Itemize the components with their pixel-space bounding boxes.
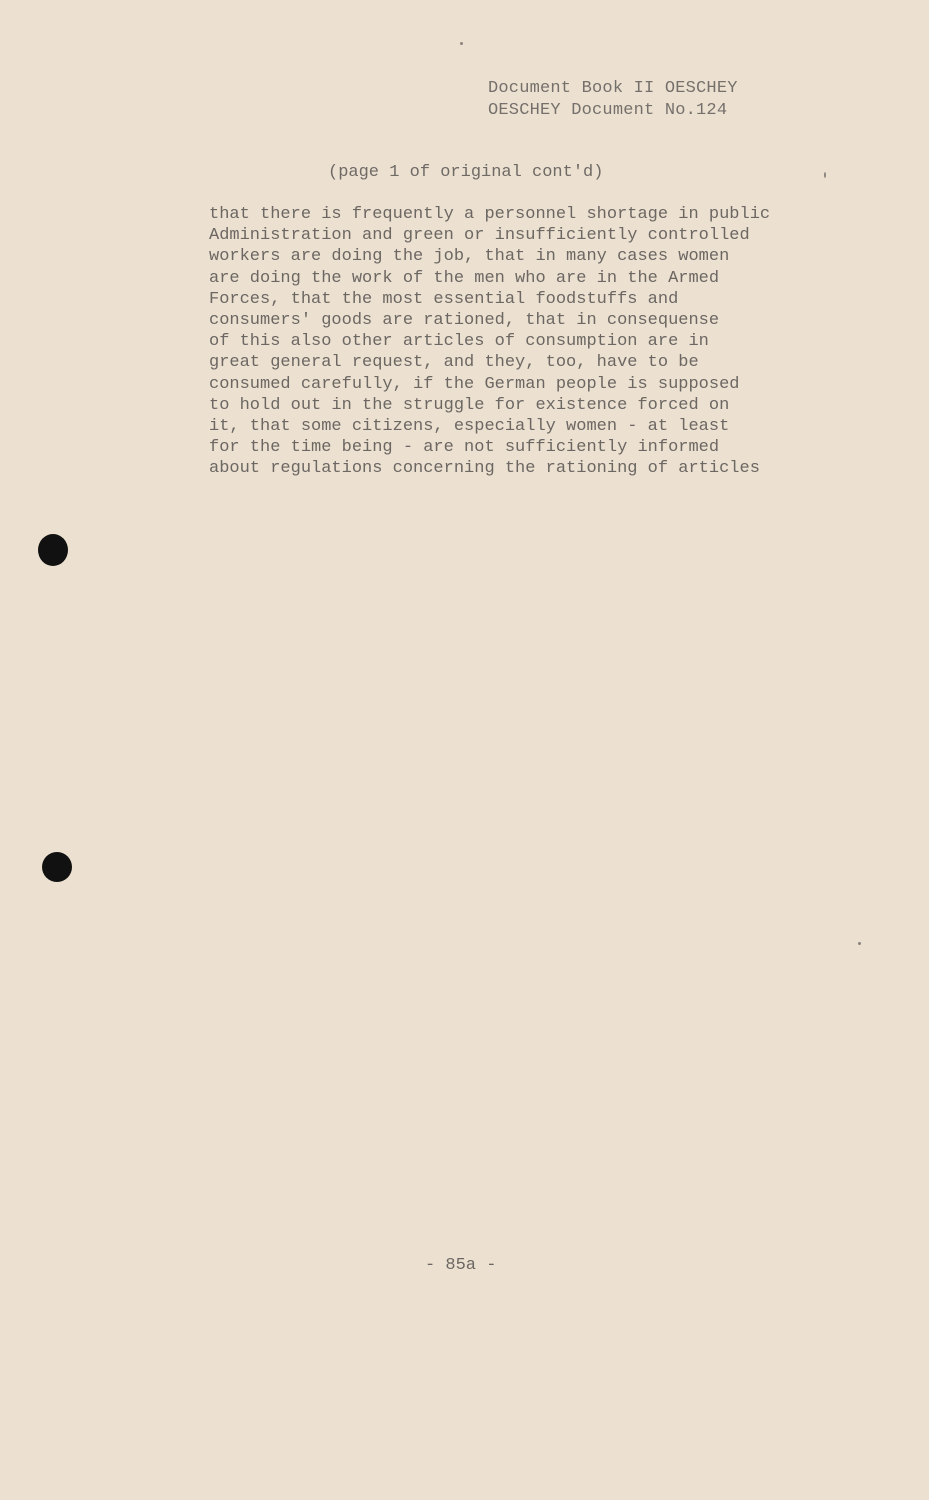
body-line: it, that some citizens, especially women - at least — [209, 416, 730, 436]
paper-speck — [858, 942, 861, 945]
body-line: workers are doing the job, that in many cases women — [209, 247, 730, 267]
body-line: great general request, and they, too, have to be — [209, 353, 699, 373]
body-line: about regulations concerning the rationing of articles — [209, 459, 760, 479]
body-line: Forces, that the most essential foodstuffs and — [209, 289, 679, 309]
body-line: consumed carefully, if the German people is supposed — [209, 374, 740, 394]
body-text — [209, 204, 770, 479]
body-line: are doing the work of the men who are in the Armed — [209, 268, 720, 288]
document-number-header: OESCHEY Document No.124 — [488, 101, 728, 120]
page-number: - 85a - — [425, 1256, 497, 1275]
document-book-header: Document Book II OESCHEY — [488, 79, 738, 98]
paper-speck — [460, 42, 463, 45]
body-line: that there is frequently a personnel shortage in public — [209, 205, 771, 224]
continuation-note: (page 1 of original cont'd) — [328, 163, 604, 182]
punch-hole-bottom — [42, 852, 72, 882]
paper-speck — [824, 172, 826, 178]
body-line: for the time being - are not sufficiently informed — [209, 438, 720, 458]
punch-hole-top — [38, 534, 68, 566]
body-line: consumers' goods are rationed, that in consequense — [209, 310, 720, 330]
body-line: of this also other articles of consumption are in — [209, 332, 709, 352]
body-line: Administration and green or insufficiently controlled — [209, 226, 750, 246]
body-line: to hold out in the struggle for existence forced on — [209, 395, 730, 415]
